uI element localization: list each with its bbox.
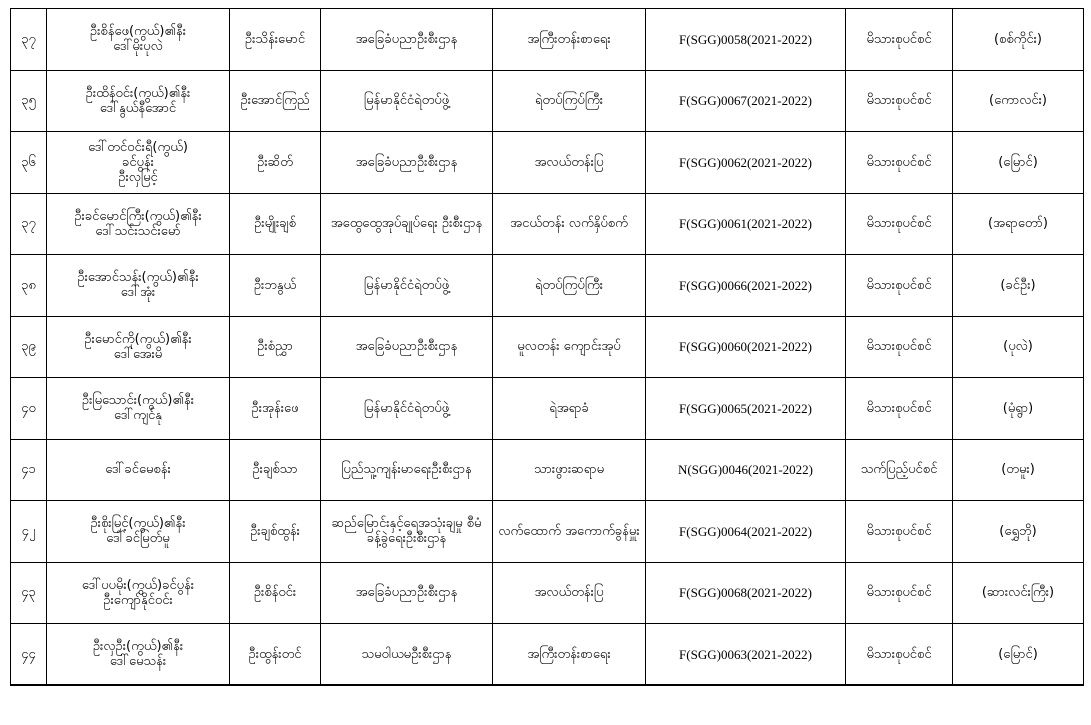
table-row — [11, 255, 1084, 317]
township: (ပုလဲ) — [953, 316, 1084, 378]
pension-code: F(SGG)0060(2021-2022) — [646, 316, 846, 378]
row-number: ၄၁ — [11, 439, 47, 501]
pension-code: F(SGG)0066(2021-2022) — [646, 255, 846, 317]
pensioner-name-line: ဦးလှမြင့် — [118, 169, 158, 185]
township: (ကောလင်း) — [953, 70, 1084, 132]
pensioner-name-line: ဦးစိန်ဖေ(ကွယ်)၏နီး — [89, 24, 187, 40]
row-number: ၃၇ — [11, 9, 47, 71]
father-name: ဦးချစ်ထွန်း — [230, 501, 321, 563]
father-name: ဦးဘနွယ် — [230, 255, 321, 317]
pension-code: F(SGG)0064(2021-2022) — [646, 501, 846, 563]
pensioner-name-line: ဦးစိုးမြင့်(ကွယ်)၏နီး — [90, 516, 186, 532]
pension-table — [10, 8, 1084, 686]
table-row — [11, 562, 1084, 624]
pension-code: F(SGG)0062(2021-2022) — [646, 132, 846, 194]
pensioner-name-line: ဒေါ်အုံး — [120, 285, 156, 301]
pension-type: မိသားစုပင်စင် — [846, 132, 953, 194]
pensioner-name-line: ဒေါ်ပပမိုး(ကွယ်)ခင်ပွန်း — [81, 577, 195, 593]
pensioner-name — [47, 9, 230, 71]
pensioner-name — [47, 562, 230, 624]
father-name: ဦးထွန်းတင် — [230, 624, 321, 686]
township: (စစ်ကိုင်း) — [953, 9, 1084, 71]
pensioner-name-line: ဒေါ်အေးမိ — [113, 346, 163, 362]
township: (ခင်ဦး) — [953, 255, 1084, 317]
department: ပြည်သူ့ကျန်းမာရေးဦးစီးဌာန — [321, 439, 493, 501]
pension-code: F(SGG)0061(2021-2022) — [646, 193, 846, 255]
township: (မုံရွာ) — [953, 378, 1084, 440]
position: အကြီးတန်းစာရေး — [493, 624, 646, 686]
table-row — [11, 378, 1084, 440]
row-number: ၃၆ — [11, 132, 47, 194]
department: အခြေခံပညာဦးစီးဌာန — [321, 562, 493, 624]
department: မြန်မာနိုင်ငံရဲတပ်ဖွဲ့ — [321, 255, 493, 317]
pensioner-name-line: ဒေါ်ကျင်နု — [114, 408, 162, 424]
pensioner-name-line: ဒေါ်ခင်မေစန်း — [105, 462, 171, 478]
position: ရဲအရာခံ — [493, 378, 646, 440]
pensioner-name — [47, 193, 230, 255]
father-name: ဦးချစ်သာ — [230, 439, 321, 501]
table-body — [11, 9, 1084, 686]
position: အငယ်တန်း လက်နှိပ်စက် — [493, 193, 646, 255]
pension-type: သက်ပြည့်ပင်စင် — [846, 439, 953, 501]
position: အလယ်တန်းပြ — [493, 132, 646, 194]
table-row — [11, 316, 1084, 378]
father-name: ဦးအောင်ကြည် — [230, 70, 321, 132]
pensioner-name-line: ဦးလှဦး(ကွယ်)၏နီး — [92, 639, 184, 654]
pensioner-name-line: ဦးခင်မောင်ကြီး(ကွယ်)၏နီး — [74, 208, 202, 224]
row-number: ၄၀ — [11, 378, 47, 440]
pensioner-name-line: ဦးမောင်ကို(ကွယ်)၏နီး — [84, 331, 192, 347]
township: (ဆားလင်းကြီး) — [953, 562, 1084, 624]
father-name: ဦးမျိုးချစ် — [230, 193, 321, 255]
row-number: ၃၅ — [11, 70, 47, 132]
father-name: ဦးစိန်ဝင်း — [230, 562, 321, 624]
table-row — [11, 70, 1084, 132]
pensioner-name — [47, 378, 230, 440]
pensioner-name — [47, 255, 230, 317]
township: (မြောင်) — [953, 624, 1084, 686]
position: အလယ်တန်းပြ — [493, 562, 646, 624]
pension-type: မိသားစုပင်စင် — [846, 255, 953, 317]
pension-type: မိသားစုပင်စင် — [846, 624, 953, 686]
pension-type: မိသားစုပင်စင် — [846, 70, 953, 132]
township: (အရာတော်) — [953, 193, 1084, 255]
row-number: ၃၉ — [11, 316, 47, 378]
row-number: ၃၈ — [11, 255, 47, 317]
pensioner-name-line: ဦးအောင်သန်း(ကွယ်)၏နီး — [77, 270, 199, 286]
pensioner-name-line: ဒေါ်တင်ဝင်းရီ(ကွယ်) — [88, 139, 188, 155]
pensioner-name-line: ဒေါ်မိုးပုလဲ — [113, 39, 163, 55]
pension-code: F(SGG)0067(2021-2022) — [646, 70, 846, 132]
pensioner-name-line: ခင်ပွန်း — [122, 154, 154, 170]
pensioner-name — [47, 316, 230, 378]
table-row — [11, 501, 1084, 563]
pension-type: မိသားစုပင်စင် — [846, 9, 953, 71]
pensioner-name-line: ဒေါ်နွယ်နီအောင် — [99, 100, 177, 116]
township: (ရွှေဘို) — [953, 501, 1084, 563]
table-row — [11, 9, 1084, 71]
pensioner-name-line: ဦးမြသောင်း(ကွယ်)၏နီး — [81, 393, 195, 409]
pensioner-name — [47, 439, 230, 501]
department: အခြေခံပညာဦးစီးဌာန — [321, 132, 493, 194]
father-name: ဦးသိန်းမောင် — [230, 9, 321, 71]
father-name: ဦးစံညွှာ — [230, 316, 321, 378]
table-row — [11, 439, 1084, 501]
row-number: ၄၄ — [11, 624, 47, 686]
pension-code: F(SGG)0058(2021-2022) — [646, 9, 846, 71]
row-number: ၄၂ — [11, 501, 47, 563]
department: သမဝါယမဦးစီးဌာန — [321, 624, 493, 686]
position: ရဲတပ်ကြပ်ကြီး — [493, 70, 646, 132]
father-name: ဦးဆိတ် — [230, 132, 321, 194]
pensioner-name-line: ဒေါ်သင်းသင်းမော် — [95, 223, 181, 239]
pension-code: F(SGG)0063(2021-2022) — [646, 624, 846, 686]
pension-type: မိသားစုပင်စင် — [846, 378, 953, 440]
pensioner-name-line: ဒေါ်ခင်မြတ်မူ — [106, 531, 170, 547]
pensioner-name — [47, 132, 230, 194]
pension-type: မိသားစုပင်စင် — [846, 562, 953, 624]
pensioner-name — [47, 624, 230, 686]
row-number: ၄၃ — [11, 562, 47, 624]
township: (တမူး) — [953, 439, 1084, 501]
father-name: ဦးအုန်းဖေ — [230, 378, 321, 440]
department: ဆည်မြောင်းနှင့်ရေအသုံးချမှု စီမံခန့်ခွဲရေးဦးစီးဌာန — [321, 501, 493, 563]
position: မူလတန်း ကျောင်းအုပ် — [493, 316, 646, 378]
table-row — [11, 132, 1084, 194]
pension-code: F(SGG)0068(2021-2022) — [646, 562, 846, 624]
pensioner-name-line: ဦးထိန်ဝင်း(ကွယ်)၏နီး — [85, 85, 191, 101]
department: အခြေခံပညာဦးစီးဌာန — [321, 316, 493, 378]
department: အထွေထွေအုပ်ချုပ်ရေး ဦးစီးဌာန — [321, 193, 493, 255]
pensioner-name — [47, 70, 230, 132]
position: လက်ထောက် အကောက်ခွန်မှူး — [493, 501, 646, 563]
department: မြန်မာနိုင်ငံရဲတပ်ဖွဲ့ — [321, 70, 493, 132]
pension-type: မိသားစုပင်စင် — [846, 501, 953, 563]
pensioner-name — [47, 501, 230, 563]
row-number: ၃၇ — [11, 193, 47, 255]
pensioner-name-line: ဦးကျော်နိုင်ဝင်း — [103, 592, 173, 608]
pension-type: မိသားစုပင်စင် — [846, 316, 953, 378]
pensioner-name-line: ဒေါ်မေသန်း — [109, 654, 167, 669]
position: ရဲတပ်ကြပ်ကြီး — [493, 255, 646, 317]
department: မြန်မာနိုင်ငံရဲတပ်ဖွဲ့ — [321, 378, 493, 440]
pension-code: N(SGG)0046(2021-2022) — [646, 439, 846, 501]
department: အခြေခံပညာဦးစီးဌာန — [321, 9, 493, 71]
position: သားဖွားဆရာမ — [493, 439, 646, 501]
table-row — [11, 193, 1084, 255]
pension-type: မိသားစုပင်စင် — [846, 193, 953, 255]
position: အကြီးတန်းစာရေး — [493, 9, 646, 71]
table-row — [11, 624, 1084, 686]
pension-code: F(SGG)0065(2021-2022) — [646, 378, 846, 440]
township: (မြောင်) — [953, 132, 1084, 194]
